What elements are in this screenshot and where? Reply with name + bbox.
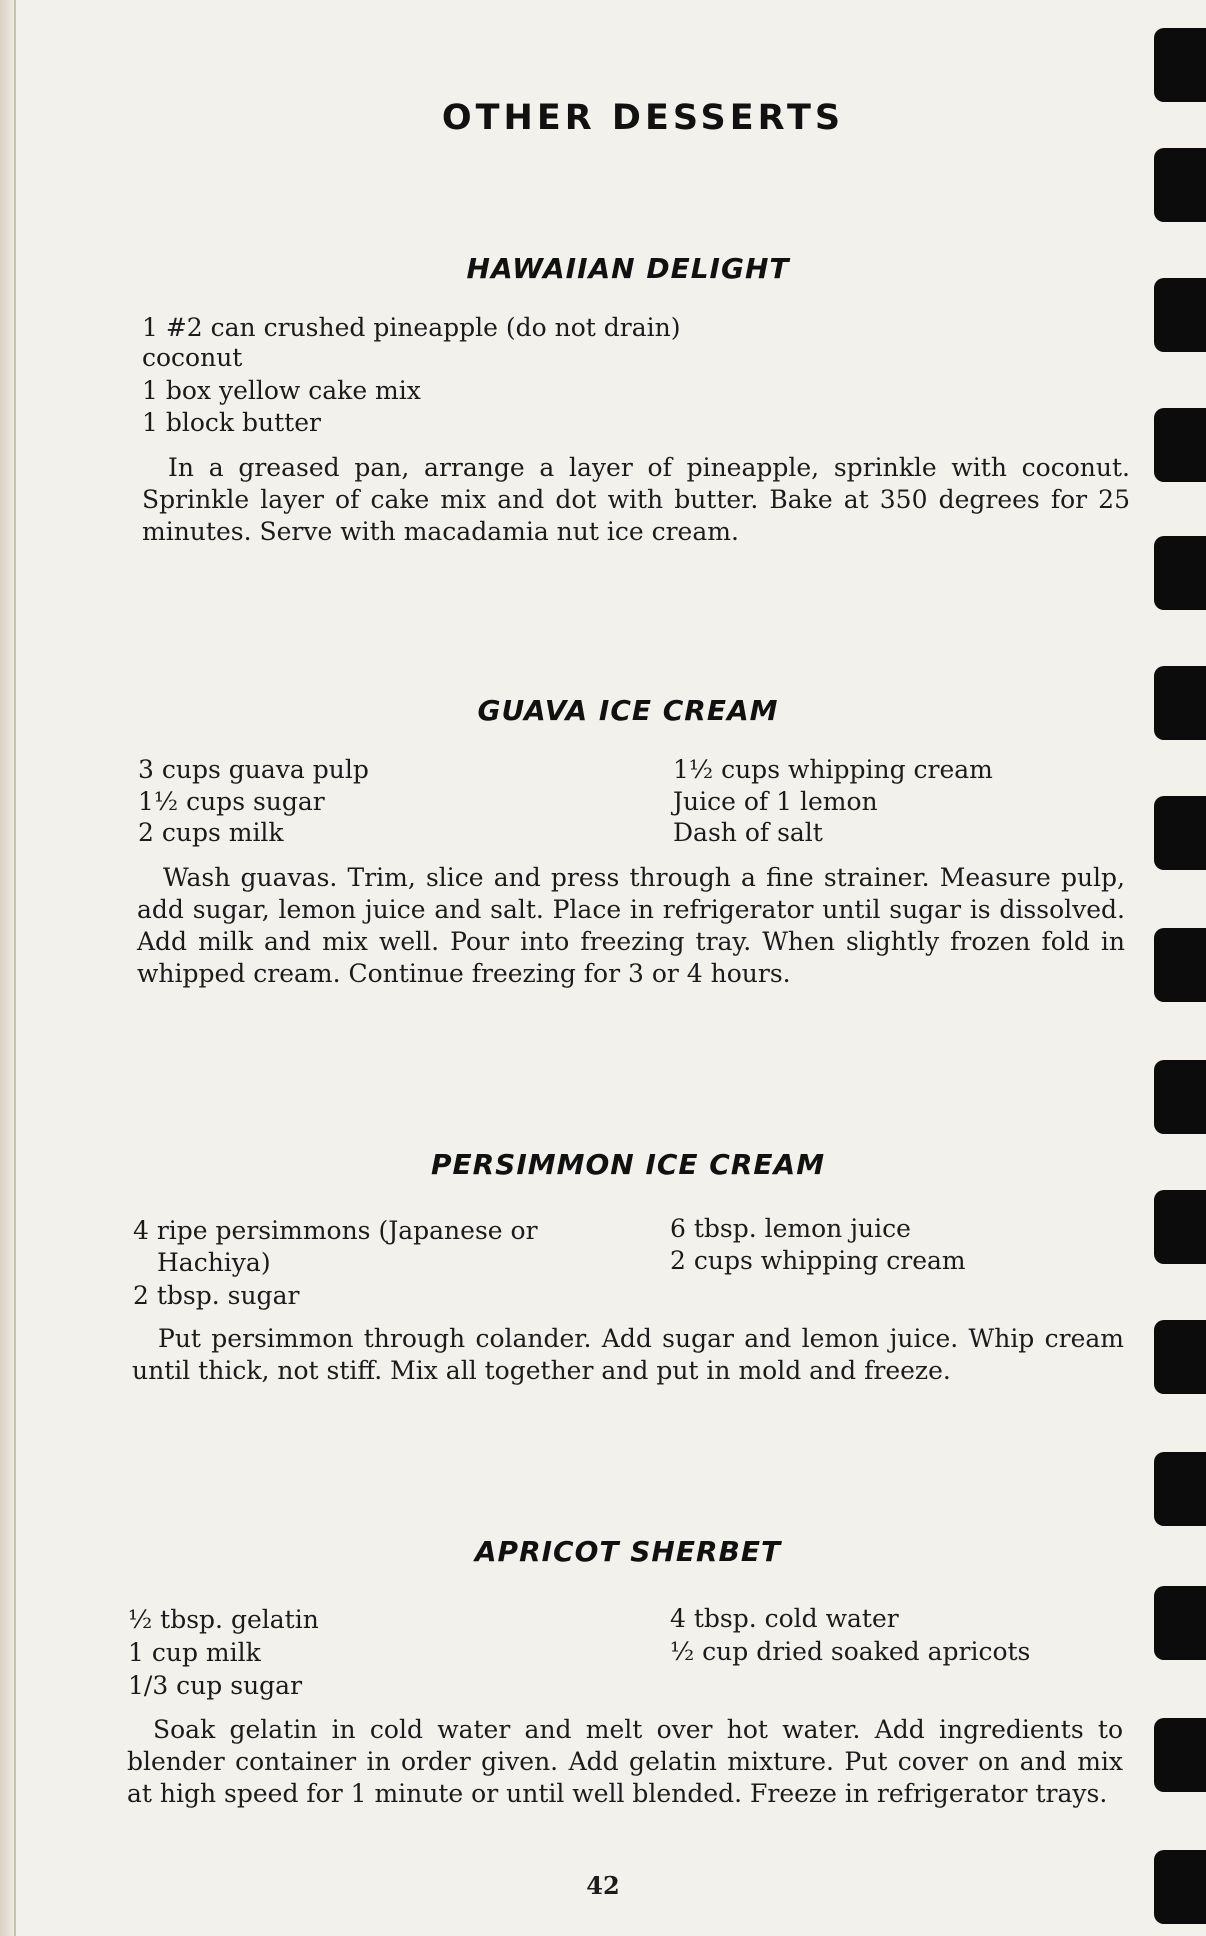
directions: In a greased pan, arrange a layer of pineapple, sprinkle with coconut. Sprinkle layer of cake mix and dot with butter. Bake at 350 degrees for 25 minutes. Serve with macadamia nut ice cream. (142, 453, 1130, 546)
page-edge (0, 0, 14, 1936)
directions: Soak gelatin in cold water and melt over hot water. Add ingredients to blender container in order given. Add gelatin mixture. Put cover on and mix at high speed for 1 minute or until well blended. Freeze in refrigerator trays. (127, 1715, 1123, 1808)
binding-ring (1154, 1452, 1206, 1526)
ingredient: 1 #2 can crushed pineapple (do not drain) (142, 313, 681, 342)
page-number: 42 (586, 1871, 620, 1900)
page-edge-line (14, 0, 16, 1936)
binding-ring (1154, 536, 1206, 610)
ingredient: Juice of 1 lemon (673, 787, 878, 816)
ingredient: 1 cup milk (128, 1638, 261, 1667)
binding-ring (1154, 928, 1206, 1002)
ingredient: Hachiya) (157, 1248, 271, 1277)
binding-ring (1154, 28, 1206, 102)
spiral-binding (1146, 0, 1206, 1936)
recipe-title-apricot-sherbet: APRICOT SHERBET (474, 1535, 782, 1568)
directions: Put persimmon through colander. Add sugar and lemon juice. Whip cream until thick, not stiff. Mix all together and put in mold and freeze. (132, 1324, 1124, 1385)
ingredient: 4 ripe persimmons (Japanese or (133, 1216, 538, 1245)
ingredient: ½ cup dried soaked apricots (670, 1637, 1031, 1666)
binding-ring (1154, 1190, 1206, 1264)
ingredient: 4 tbsp. cold water (670, 1604, 899, 1633)
recipe-title-guava-ice-cream: GUAVA ICE CREAM (477, 694, 779, 727)
binding-ring (1154, 796, 1206, 870)
binding-ring (1154, 408, 1206, 482)
binding-ring (1154, 1060, 1206, 1134)
ingredient: 2 cups whipping cream (670, 1246, 966, 1275)
binding-ring (1154, 1586, 1206, 1660)
ingredient: 1½ cups whipping cream (673, 755, 993, 784)
ingredient: Dash of salt (673, 818, 823, 847)
binding-ring (1154, 148, 1206, 222)
recipe-title-persimmon-ice-cream: PERSIMMON ICE CREAM (430, 1148, 826, 1181)
ingredient: coconut (142, 343, 243, 372)
ingredient: 3 cups guava pulp (138, 755, 369, 784)
recipe-title-hawaiian-delight: HAWAIIAN DELIGHT (466, 252, 790, 285)
binding-ring (1154, 278, 1206, 352)
directions: Wash guavas. Trim, slice and press through a fine strainer. Measure pulp, add sugar, lemon juice and salt. Place in refrigerator until sugar is dissolved. Add milk and mix well. Pour into freezing tray. When slightly frozen fold in whipped cream. Continue freezing for 3 or 4 hours. (137, 863, 1125, 988)
binding-ring (1154, 1320, 1206, 1394)
ingredient: 6 tbsp. lemon juice (670, 1214, 911, 1243)
ingredient: 1 box yellow cake mix (142, 376, 421, 405)
ingredient: 1 block butter (142, 408, 321, 437)
ingredient: 2 cups milk (138, 818, 284, 847)
ingredient: 1/3 cup sugar (128, 1671, 303, 1700)
binding-ring (1154, 1718, 1206, 1792)
ingredient: 2 tbsp. sugar (133, 1281, 300, 1310)
page-title: OTHER DESSERTS (441, 98, 845, 138)
ingredient: 1½ cups sugar (138, 787, 325, 816)
ingredient: ½ tbsp. gelatin (128, 1605, 319, 1634)
